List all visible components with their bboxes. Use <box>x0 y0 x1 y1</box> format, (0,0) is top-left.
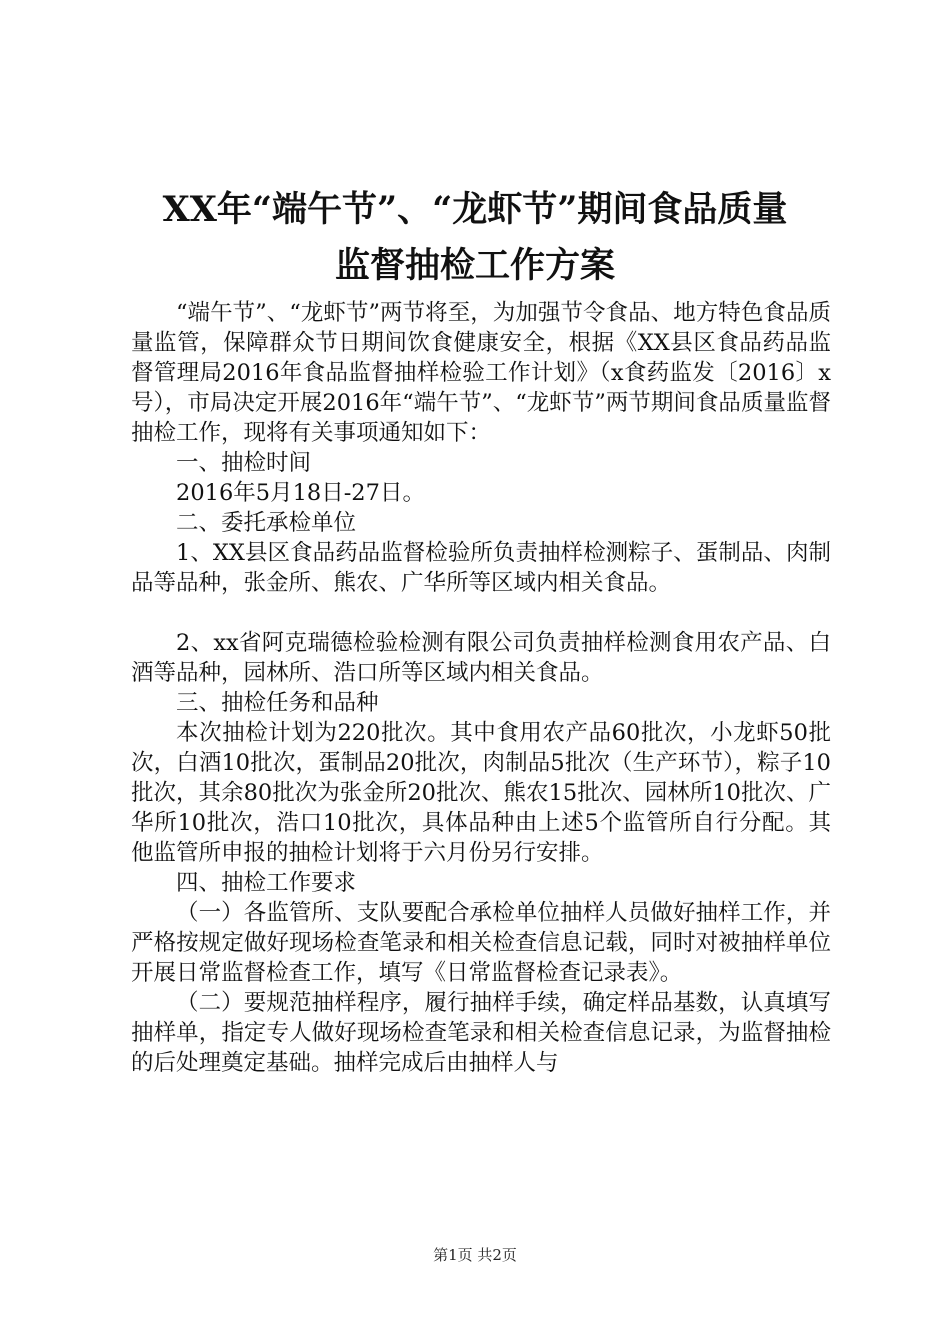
section-heading-time: 一、抽检时间 <box>176 450 312 476</box>
paragraph-requirement-2: （二）要规范抽样程序，履行抽样手续，确定样品基数，认真填写抽样单，指定专人做好现场检查笔录和相关检查信息记录，为监督抽检的后处理奠定基础。抽样完成后由抽样人与 <box>131 990 831 1076</box>
page-number-footer: 第1页 共2页 <box>433 1246 517 1264</box>
document-title-line-1: XX年“端午节”、“龙虾节”期间食品质量 <box>162 189 788 230</box>
paragraph-time: 2016年5月18日-27日。 <box>176 480 425 506</box>
section-heading-tasks: 三、抽检任务和品种 <box>176 690 379 716</box>
paragraph-spacer <box>131 598 831 628</box>
document-title-line-2: 监督抽检工作方案 <box>334 245 615 286</box>
document-body <box>131 298 831 1078</box>
paragraph-unit-2: 2、xx省阿克瑞德检验检测有限公司负责抽样检测食用农产品、白酒等品种，园林所、浩口所等区域内相关食品。 <box>131 630 831 686</box>
section-heading-requirements: 四、抽检工作要求 <box>176 870 357 896</box>
paragraph-requirement-1: （一）各监管所、支队要配合承检单位抽样人员做好抽样工作，并严格按规定做好现场检查笔录和相关检查信息记载，同时对被抽样单位开展日常监督检查工作，填写《日常监督检查记录表》。 <box>131 900 831 986</box>
paragraph-unit-1: 1、XX县区食品药品监督检验所负责抽样检测粽子、蛋制品、肉制品等品种，张金所、熊农、广华所等区域内相关食品。 <box>131 540 831 596</box>
paragraph-intro: “端午节”、“龙虾节”两节将至，为加强节令食品、地方特色食品质量监管，保障群众节日期间饮食健康安全，根据《XX县区食品药品监督管理局2016年食品监督抽样检验工作计划》（x食药监发〔2016〕x号），市局决定开展2016年“端午节”、“龙虾节”两节期间食品质量监督抽检工作，现将有关事项通知如下： <box>131 300 831 446</box>
section-heading-units: 二、委托承检单位 <box>176 510 357 536</box>
paragraph-tasks: 本次抽检计划为220批次。其中食用农产品60批次，小龙虾50批次，白酒10批次，蛋制品20批次，肉制品5批次（生产环节），粽子10批次，其余80批次为张金所20批次、熊农15批次、园林所10批次、广华所10批次，浩口10批次，具体品种由上述5个监管所自行分配。其他监管所申报的抽检计划将于六月份另行安排。 <box>131 720 831 866</box>
